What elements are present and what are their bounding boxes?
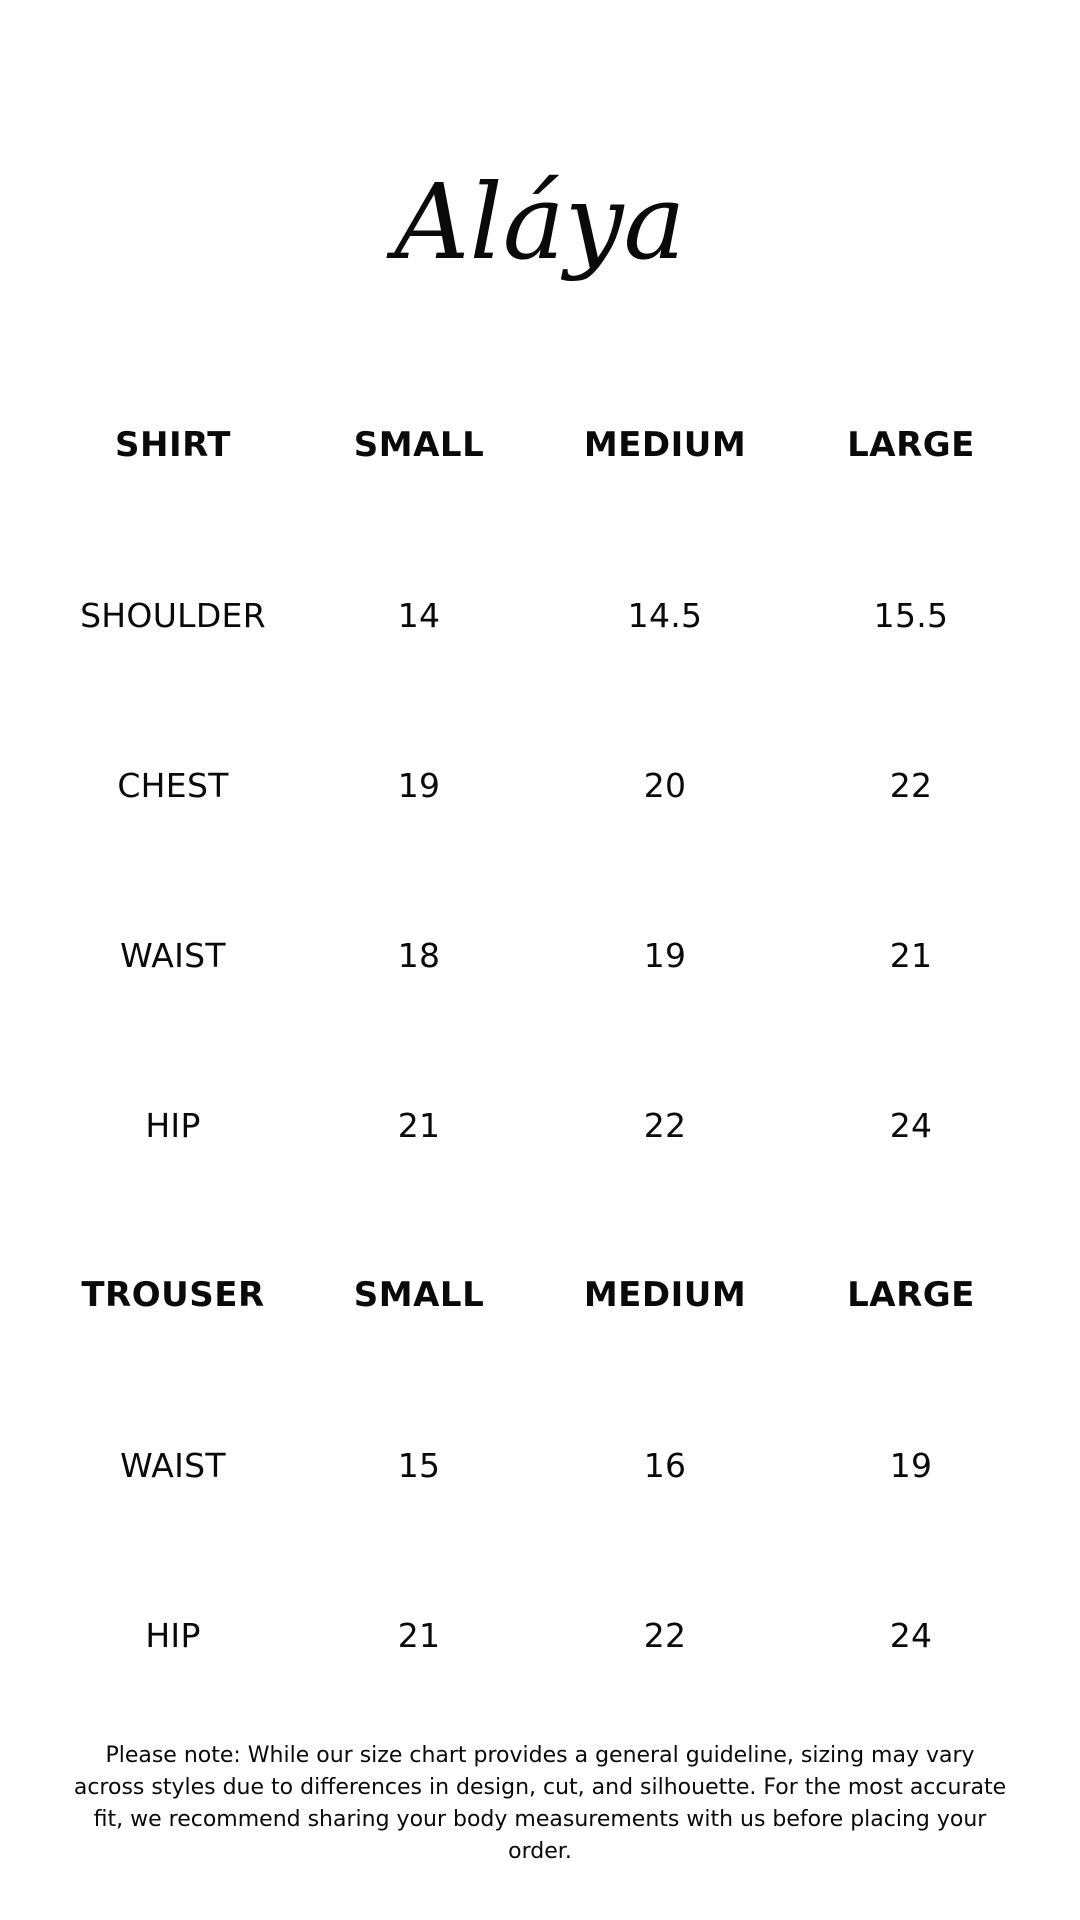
small-value: 15 bbox=[397, 1445, 441, 1485]
medium-value: 19 bbox=[643, 935, 687, 975]
small-value: 21 bbox=[397, 1615, 441, 1655]
small-value: 18 bbox=[397, 935, 441, 975]
large-value: 21 bbox=[889, 935, 933, 975]
medium-value: 22 bbox=[643, 1105, 687, 1145]
small-value: 21 bbox=[397, 1105, 441, 1145]
shirt-row-shoulder bbox=[0, 575, 1080, 655]
medium-value: 14.5 bbox=[627, 595, 703, 635]
large-value: 22 bbox=[889, 765, 933, 805]
shirt-header-medium: MEDIUM bbox=[583, 425, 747, 465]
sizing-note: Please note: While our size chart provides a general guideline, sizing may vary across styles due to differences in design, cut, and silhouette. For the most accurate fit, we recommend sharing your body measurements with us before placing your order. bbox=[73, 1743, 1007, 1864]
shirt-header-label: SHIRT bbox=[115, 425, 231, 465]
trouser-row-hip bbox=[0, 1595, 1080, 1675]
trouser-row-waist bbox=[0, 1425, 1080, 1505]
shirt-row-waist bbox=[0, 915, 1080, 995]
row-label: WAIST bbox=[120, 935, 226, 975]
medium-value: 22 bbox=[643, 1615, 687, 1655]
brand-logo-script bbox=[380, 150, 700, 300]
trouser-header-medium: MEDIUM bbox=[583, 1275, 747, 1315]
row-label: SHOULDER bbox=[80, 595, 266, 635]
shirt-row-hip bbox=[0, 1085, 1080, 1165]
row-label: CHEST bbox=[117, 765, 229, 805]
shirt-row-chest bbox=[0, 745, 1080, 825]
large-value: 15.5 bbox=[873, 595, 949, 635]
shirt-table-header bbox=[0, 405, 1080, 485]
small-value: 14 bbox=[397, 595, 441, 635]
medium-value: 20 bbox=[643, 765, 687, 805]
brand-logo-text: Aláya bbox=[394, 161, 686, 283]
shirt-header-large: LARGE bbox=[847, 425, 975, 465]
large-value: 19 bbox=[889, 1445, 933, 1485]
row-label: HIP bbox=[145, 1615, 201, 1655]
trouser-header-large: LARGE bbox=[847, 1275, 975, 1315]
trouser-header-small: SMALL bbox=[353, 1275, 485, 1315]
trouser-header-label: TROUSER bbox=[81, 1275, 265, 1315]
row-label: HIP bbox=[145, 1105, 201, 1145]
large-value: 24 bbox=[889, 1615, 933, 1655]
shirt-header-small: SMALL bbox=[353, 425, 485, 465]
medium-value: 16 bbox=[643, 1445, 687, 1485]
trouser-table-header bbox=[0, 1255, 1080, 1335]
small-value: 19 bbox=[397, 765, 441, 805]
large-value: 24 bbox=[889, 1105, 933, 1145]
row-label: WAIST bbox=[120, 1445, 226, 1485]
brand-logo bbox=[0, 150, 1080, 300]
